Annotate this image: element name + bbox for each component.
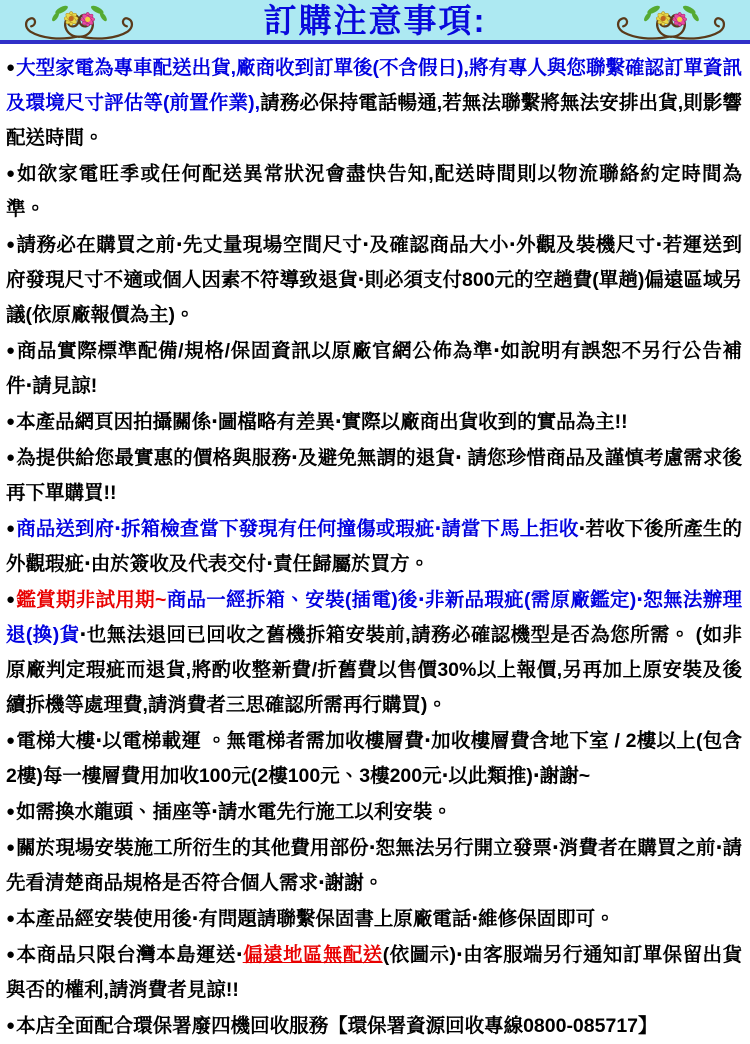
notice-item (6, 440, 742, 511)
bullet-icon: ● (6, 910, 16, 927)
notice-item (6, 937, 742, 1008)
bullet-icon: ● (6, 59, 16, 76)
notice-text-segment: 請務必保持電話暢通,若無法聯繫將無法安排出貨,則影響配送時間。 (6, 92, 743, 149)
bullet-icon: ● (6, 520, 16, 537)
notice-text-segment: 如需換水龍頭、插座等‧請水電先行施工以利安裝。 (16, 801, 452, 823)
notice-item (6, 333, 742, 404)
notice-item (6, 901, 742, 937)
notice-text-segment: 本商品只限台灣本島運送‧ (16, 944, 243, 966)
bullet-icon: ● (6, 591, 16, 608)
notice-header (0, 0, 750, 44)
notice-text-segment: 本產品網頁因拍攝關係‧圖檔略有差異‧實際以廠商出貨收到的實品為主!! (16, 411, 628, 433)
notice-text-segment: 本店全面配合環保署廢四機回收服務【環保署資源回收專線0800-085717】 (16, 1015, 658, 1037)
bullet-icon: ● (6, 803, 16, 820)
notice-text-segment: 鑑賞期非試用期~ (16, 589, 167, 611)
notice-text-segment: 大型家電為專車配送出貨,廠商收到訂單後(不含假日),將有專人與您聯繫確認訂單資訊及環境尺寸評估等(前置作業), (6, 57, 743, 114)
bullet-icon: ● (6, 342, 16, 359)
notice-text-segment: 關於現場安裝施工所衍生的其他費用部份‧恕無法另行開立發票‧消費者在購買之前‧請先看清楚商品規格是否符合個人需求‧謝謝。 (6, 837, 742, 894)
notice-text-segment: ‧若收下後所產生的外觀瑕疵‧由於簽收及代表交付‧責任歸屬於買方。 (6, 518, 743, 575)
notice-text-segment: 商品實際標準配備/規格/保固資訊以原廠官網公佈為準‧如說明有誤恕不另行公告補件‧請見諒! (6, 340, 743, 397)
bullet-icon: ● (6, 165, 17, 182)
bullet-icon: ● (6, 449, 16, 466)
bullet-icon: ● (6, 236, 16, 253)
yellow-flower-icon (656, 12, 670, 26)
notice-text-segment: 如欲家電旺季或任何配送異常狀況會盡快告知,配送時間則以物流聯絡約定時間為準。 (6, 163, 743, 220)
notice-text-segment: (依圖示)‧由客服端另行通知訂單保留出貨與否的權利,請消費者見諒!! (6, 944, 742, 1001)
pink-flower-icon (673, 12, 687, 26)
bullet-icon: ● (6, 413, 16, 430)
bullet-icon: ● (6, 946, 16, 963)
notice-item (6, 227, 742, 333)
floral-vine-ornament-icon (608, 2, 734, 42)
notice-item (6, 404, 742, 440)
notice-item (6, 830, 742, 901)
page-title: 訂購注意事項: (263, 2, 487, 39)
notice-item (6, 50, 742, 156)
notice-item (6, 156, 742, 227)
notice-text-segment: 偏遠地區無配送 (242, 944, 383, 966)
bullet-icon: ● (6, 1017, 16, 1034)
notice-text-segment: 商品一經拆箱、安裝(插電)後‧非新品瑕疵(需原廠鑑定)‧恕無法辦理退(換)貨 (6, 589, 743, 646)
notice-list (0, 44, 750, 1044)
bullet-icon: ● (6, 732, 16, 749)
notice-text-segment: 請務必在購買之前‧先丈量現場空間尺寸‧及確認商品大小‧外觀及裝機尺寸‧若運送到府發現尺寸不適或個人因素不符導致退貨‧則必須支付800元的空趟費(單趟)偏遠區域另議(依原廠報價為主)。 (6, 234, 743, 326)
notice-text-segment: 為提供給您最實惠的價格與服務‧及避免無謂的退貨‧ 請您珍惜商品及謹慎考慮需求後再下單購買!! (6, 447, 743, 504)
notice-item (6, 582, 742, 723)
notice-item (6, 723, 742, 794)
notice-item (6, 1008, 742, 1044)
notice-text-segment: 商品送到府‧拆箱檢查當下發現有任何撞傷或瑕疵‧請當下馬上拒收 (16, 518, 579, 540)
bullet-icon: ● (6, 839, 16, 856)
notice-item (6, 794, 742, 830)
notice-text-segment: ‧也無法退回已回收之舊機拆箱安裝前,請務必確認機型是否為您所需。 (如非原廠判定瑕疵而退貨,將酌收整新費/折舊費以售價30%以上報價,另再加上原安裝及後續拆機等處理費,請消費者三思確認所需再行購買)。 (6, 624, 742, 716)
notice-item (6, 511, 742, 582)
notice-text-segment: 電梯大樓‧以電梯載運 。無電梯者需加收樓層費‧加收樓層費含地下室 / 2樓以上(包含2樓)每一樓層費用加收100元(2樓100元、3樓200元‧以此類推)‧謝謝~ (6, 730, 742, 787)
notice-text-segment: 本產品經安裝使用後‧有問題請聯繫保固書上原廠電話‧維修保固即可。 (16, 908, 615, 930)
